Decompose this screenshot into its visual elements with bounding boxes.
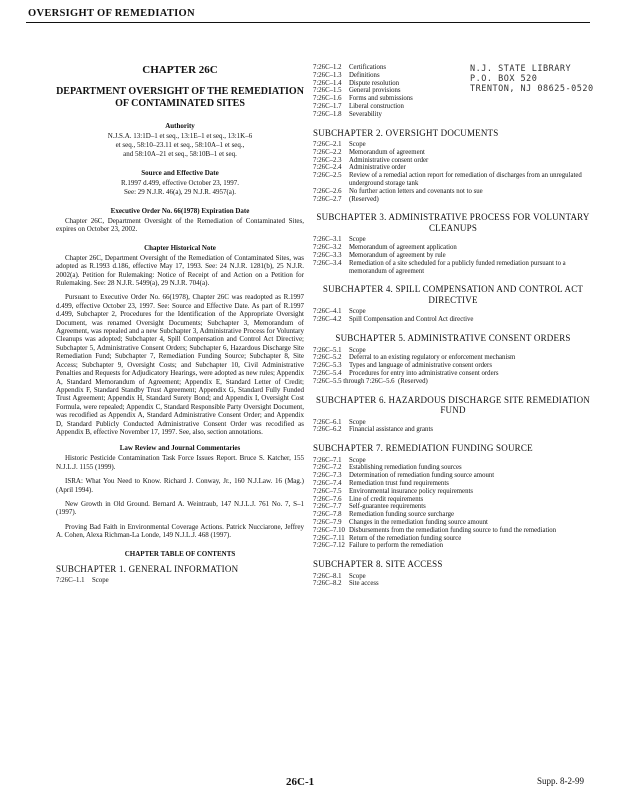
section-title: Failure to perform the remediation [349, 542, 443, 550]
toc-entry[interactable] [313, 362, 593, 370]
toc-entry[interactable] [313, 347, 593, 355]
section-number: 7:26C–5.4 [313, 369, 342, 377]
section-title: Line of credit requirements [349, 495, 424, 503]
subchapter-8 [313, 559, 593, 588]
section-number: 7:26C–3.4 [313, 259, 342, 267]
section-number: 7:26C–2.1 [313, 141, 342, 149]
subchapter-2 [313, 128, 593, 204]
subchapter-title: SUBCHAPTER 6. HAZARDOUS DISCHARGE SITE REMEDIATION FUND [315, 394, 590, 416]
section-title: Establishing remediation funding sources [349, 464, 462, 472]
section-number: 7:26C–2.5 [313, 172, 342, 180]
toc-entry[interactable] [313, 542, 593, 550]
toc-entry[interactable] [313, 503, 593, 511]
section-title: Scope [349, 141, 366, 149]
subchapter-title: SUBCHAPTER 5. ADMINISTRATIVE CONSENT ORDERS [335, 333, 571, 344]
section-title: (Reserved) [397, 377, 428, 385]
section-number: 7:26C–7.12 [313, 542, 345, 550]
section-title: No further action letters and covenants not to sue [349, 187, 483, 195]
toc-entry[interactable] [313, 164, 593, 172]
section-number: 7:26C–5.5 through 7:26C–5.6 [313, 377, 395, 385]
section-title: Return of the remediation funding source [349, 534, 462, 542]
stamp-line: N.J. STATE LIBRARY [470, 64, 572, 74]
section-number: 7:26C–6.2 [313, 426, 342, 434]
section-number: 7:26C–6.1 [313, 418, 342, 426]
toc-entry[interactable] [313, 260, 593, 276]
section-title: Forms and submissions [349, 95, 413, 103]
toc-entry[interactable] [313, 496, 593, 504]
chapter-title: DEPARTMENT OVERSIGHT OF THE REMEDIATION OF CONTAMINATED SITES [56, 86, 304, 109]
source-heading: Source and Effective Date [141, 169, 219, 177]
toc-entry[interactable] [313, 141, 593, 149]
section-title: Spill Compensation and Control Act directive [349, 316, 474, 324]
subchapter-title: SUBCHAPTER 8. SITE ACCESS [313, 559, 443, 570]
header-rule [26, 22, 590, 23]
section-number: 7:26C–1.4 [313, 79, 342, 87]
section-number: 7:26C–3.3 [313, 252, 342, 260]
subchapter-5 [313, 333, 593, 385]
section-number: 7:26C–7.1 [313, 456, 342, 464]
section-title: Dispute resolution [349, 79, 400, 87]
toc-entry[interactable] [313, 511, 593, 519]
subchapter-title: SUBCHAPTER 2. OVERSIGHT DOCUMENTS [313, 127, 499, 138]
toc-entry[interactable] [313, 464, 593, 472]
historical-note-paragraph: Chapter 26C, Department Oversight of the Remediation of Contaminated Sites, was adopted as R.1993 d.186, effective May 17, 1993. See: 24 N.J.R. 1281(b), 25 N.J.R. 2002(a). Petition for Rulemaking: Notice of Receipt of and Action on a Petition for Rulemaking. See: 28 N.J.R. 5499(a), 29 N.J.R. 704(a). [56, 253, 304, 288]
subchapter-title: SUBCHAPTER 4. SPILL COMPENSATION AND CONTROL ACT DIRECTIVE [322, 284, 584, 305]
toc-entry[interactable] [313, 535, 593, 543]
section-number: 7:26C–3.1 [313, 236, 342, 244]
toc-entry[interactable] [313, 252, 593, 260]
section-title: Deferral to an existing regulatory or enforcement mechanism [349, 354, 516, 362]
law-review-entry: Proving Bad Faith in Environmental Coverage Actions. Patrick Nucciarone, Jeffrey A. Cohen, Alexa Richman-La Londe, 149 N.J.L.J. 468 (1997). [56, 522, 304, 540]
subchapter-3 [313, 212, 593, 275]
section-number: 7:26C–7.10 [313, 526, 345, 534]
chapter-number: CHAPTER 26C [142, 64, 218, 76]
section-title: Remediation trust fund requirements [349, 480, 449, 487]
section-number: 7:26C–7.11 [313, 534, 345, 542]
toc-entry[interactable] [313, 472, 593, 480]
section-number: 7:26C–7.8 [313, 511, 342, 519]
section-number: 7:26C–2.2 [313, 148, 342, 156]
section-number: 7:26C–1.1 [56, 577, 85, 585]
section-title: Liberal construction [349, 102, 404, 110]
section-title: Changes in the remediation funding source amount [349, 518, 488, 526]
toc-entry[interactable] [313, 573, 593, 581]
subchapter-title: SUBCHAPTER 3. ADMINISTRATIVE PROCESS FOR VOLUNTARY CLEANUPS [316, 212, 590, 233]
section-number: 7:26C–5.1 [313, 346, 342, 354]
toc-entry[interactable] [313, 580, 593, 588]
subchapter-6 [313, 395, 593, 435]
toc-entry[interactable] [313, 244, 593, 252]
section-title: Severability [349, 110, 382, 118]
source-line: R.1997 d.499, effective October 23, 1997. [120, 179, 240, 187]
section-title: Scope [349, 308, 366, 316]
subchapter-4 [313, 284, 593, 324]
stamp-line: TRENTON, NJ 08625-0520 [470, 84, 594, 94]
section-title: Scope [349, 572, 366, 580]
section-number: 7:26C–2.6 [313, 187, 342, 195]
toc-entry[interactable] [313, 378, 593, 386]
authority-heading: Authority [165, 122, 195, 130]
toc-entry[interactable] [313, 426, 593, 434]
section-number: 7:26C–1.8 [313, 110, 342, 118]
section-number: 7:26C–3.2 [313, 244, 342, 252]
section-number: 7:26C–4.2 [313, 316, 342, 324]
historical-note-heading: Chapter Historical Note [144, 243, 216, 252]
toc-heading: CHAPTER TABLE OF CONTENTS [124, 549, 236, 558]
page-number: 26C-1 [286, 776, 315, 788]
authority-line: and 58:10A–21 et seq., 58:10B–1 et seq. [123, 150, 237, 158]
subchapter-title: SUBCHAPTER 7. REMEDIATION FUNDING SOURCE [313, 443, 533, 454]
law-review-entry: ISRA: What You Need to Know. Richard J. Conway, Jr., 160 N.J.Law. 16 (Mag.) (April 1994). [56, 477, 304, 494]
section-number: 7:26C–7.4 [313, 480, 342, 487]
section-title: Scope [92, 577, 109, 585]
executive-order-text: Chapter 26C, Department Oversight of the Remediation of Contaminated Sites, expires on October 23, 2002. [56, 217, 304, 234]
toc-entry[interactable] [313, 480, 593, 488]
section-number: 7:26C–2.3 [313, 156, 342, 164]
section-number: 7:26C–7.5 [313, 487, 342, 495]
section-title: Memorandum of agreement [349, 148, 425, 156]
section-title: Scope [349, 418, 366, 426]
section-title: Administrative order [349, 164, 406, 172]
toc-entry[interactable] [313, 316, 593, 324]
law-review-heading: Law Review and Journal Commentaries [119, 444, 241, 453]
section-number: 7:26C–8.2 [313, 580, 342, 588]
section-number: 7:26C–1.6 [313, 95, 342, 103]
section-number: 7:26C–2.7 [313, 195, 342, 203]
left-column [56, 64, 304, 585]
toc-entry[interactable] [313, 236, 593, 244]
toc-entry[interactable] [56, 577, 304, 585]
toc-entry[interactable] [313, 308, 593, 316]
section-title: Scope [349, 456, 366, 464]
toc-entry[interactable] [313, 519, 593, 527]
section-title: Review of a remedial action report for remediation of discharges from an unregulated underground storage tank [349, 172, 582, 188]
section-number: 7:26C–1.7 [313, 102, 342, 110]
subchapter-title: SUBCHAPTER 1. GENERAL INFORMATION [56, 563, 239, 574]
library-stamp [470, 64, 594, 94]
section-number: 7:26C–1.3 [313, 71, 342, 79]
toc-entry[interactable] [313, 149, 593, 157]
executive-order-heading: Executive Order No. 66(1978) Expiration Date [110, 207, 250, 215]
toc-entry[interactable] [313, 527, 593, 535]
toc-entry[interactable] [313, 157, 593, 165]
section-title: Environmental insurance policy requirements [349, 487, 474, 495]
section-title: General provisions [349, 87, 401, 95]
section-title: Types and language of administrative consent orders [349, 362, 492, 370]
toc-entry[interactable] [313, 488, 593, 496]
section-title: Remediation of a site scheduled for a publicly funded remediation pursuant to a memorandum of agreement [349, 259, 566, 275]
toc-entry[interactable] [313, 196, 593, 204]
section-title: (Reserved) [349, 195, 379, 203]
section-title: Determination of remediation funding source amount [349, 472, 495, 480]
section-number: 7:26C–7.6 [313, 495, 342, 503]
section-number: 7:26C–4.1 [313, 308, 342, 316]
subchapter-7 [313, 443, 593, 550]
historical-note-paragraph: Pursuant to Executive Order No. 66(1978), Chapter 26C was readopted as R.1997 d.499, effective October 23, 1997. See: Source and Effective Date. As part of R.1997 d.499, Subchapter 2, Procedures for the Identification of the Appropriate Oversight Document, was renamed Oversight Documents; Subchapter 3, Memorandum of Agreement, was repealed and a new Subchapter 3, Administrative Process for Voluntary Cleanups was adopted; Subchapter 4, Spill Compensation and Control Act Directive; Subchapter 5, Administrative Consent Orders; Subchapter 6, Hazardous Discharge Site Remediation Fund; Subchapter 7, Remediation Funding Source; Subchapter 8, Site Access; Subchapter 9, Oversight Costs; and Subchapter 10, Civil Administrative Penalties and Requests for Adjudicatory Hearings, were adopted as new rules; Appendix A, Standard Memorandum of Agreement; Appendix E, Standard Letter of Credit; Appendix F, Standard Standby Trust Agreement; Appendix G, Standard Fully Funded Trust Agreement; Appendix H, Standard Surety Bond; and Appendix I, Oversight Cost Formula, were repealed; Appendix C, Standard Responsible Party Oversight Document, was recodified as Appendix A, Standard Administrative Consent Order; and Appendix D, Standard Publicly Conducted Administrative Consent Order was recodified as Appendix B, effective November 17, 1997. See, also, section annotations. [56, 293, 304, 436]
running-header: OVERSIGHT OF REMEDIATION [28, 8, 195, 19]
section-number: 7:26C–7.3 [313, 472, 342, 480]
section-title: Scope [349, 346, 366, 354]
authority-block [56, 132, 304, 159]
section-title: Financial assistance and grants [349, 426, 433, 434]
toc-entry[interactable] [313, 419, 593, 427]
section-number: 7:26C–8.1 [313, 572, 342, 580]
authority-line: et seq., 58:10–23.11 et seq., 58:10A–1 et seq., [115, 141, 245, 149]
right-column [313, 64, 593, 597]
section-number: 7:26C–5.2 [313, 354, 342, 362]
toc-entry[interactable] [313, 172, 593, 188]
supplement-date: Supp. 8-2-99 [537, 776, 584, 786]
section-title: Memorandum of agreement by rule [349, 252, 446, 260]
toc-entry[interactable] [313, 354, 593, 362]
section-number: 7:26C–1.2 [313, 64, 342, 71]
toc-entry[interactable] [313, 370, 593, 378]
section-title: Definitions [349, 71, 380, 79]
section-title: Memorandum of agreement application [349, 244, 457, 252]
law-review-entry: Historic Pesticide Contamination Task Force Issues Report. Bruce S. Katcher, 155 N.J.L.J. 1155 (1999). [56, 454, 304, 471]
section-title: Disbursements from the remediation funding source to fund the remediation [349, 526, 557, 534]
section-number: 7:26C–5.3 [313, 362, 342, 370]
toc-entry[interactable] [313, 111, 593, 119]
toc-entry[interactable] [313, 95, 593, 103]
section-number: 7:26C–7.2 [313, 464, 342, 472]
section-title: Administrative consent order [349, 156, 429, 164]
section-number: 7:26C–7.7 [313, 503, 342, 511]
section-title: Site access [349, 580, 379, 588]
section-title: Self-guarantee requirements [349, 503, 426, 511]
section-title: Scope [349, 236, 366, 244]
source-block [56, 179, 304, 197]
authority-line: N.J.S.A. 13:1D–1 et seq., 13:1E–1 et seq., 13:1K–6 [107, 132, 253, 140]
law-review-entry: New Growth in Old Ground. Bernard A. Weintraub, 147 N.J.L.J. 761 No. 7, S–1 (1997). [56, 499, 304, 517]
section-number: 7:26C–7.9 [313, 518, 342, 526]
source-line: See: 29 N.J.R. 46(a), 29 N.J.R. 4957(a). [124, 188, 236, 196]
section-number: 7:26C–1.5 [313, 87, 342, 95]
section-title: Procedures for entry into administrative consent orders [349, 369, 499, 377]
toc-entry[interactable] [313, 188, 593, 196]
section-title: Remediation funding source surcharge [349, 511, 455, 519]
toc-entry[interactable] [313, 103, 593, 111]
section-title: Certifications [349, 64, 386, 71]
stamp-line: P.O. BOX 520 [470, 74, 538, 84]
toc-entry[interactable] [313, 457, 593, 465]
section-number: 7:26C–2.4 [313, 164, 342, 172]
